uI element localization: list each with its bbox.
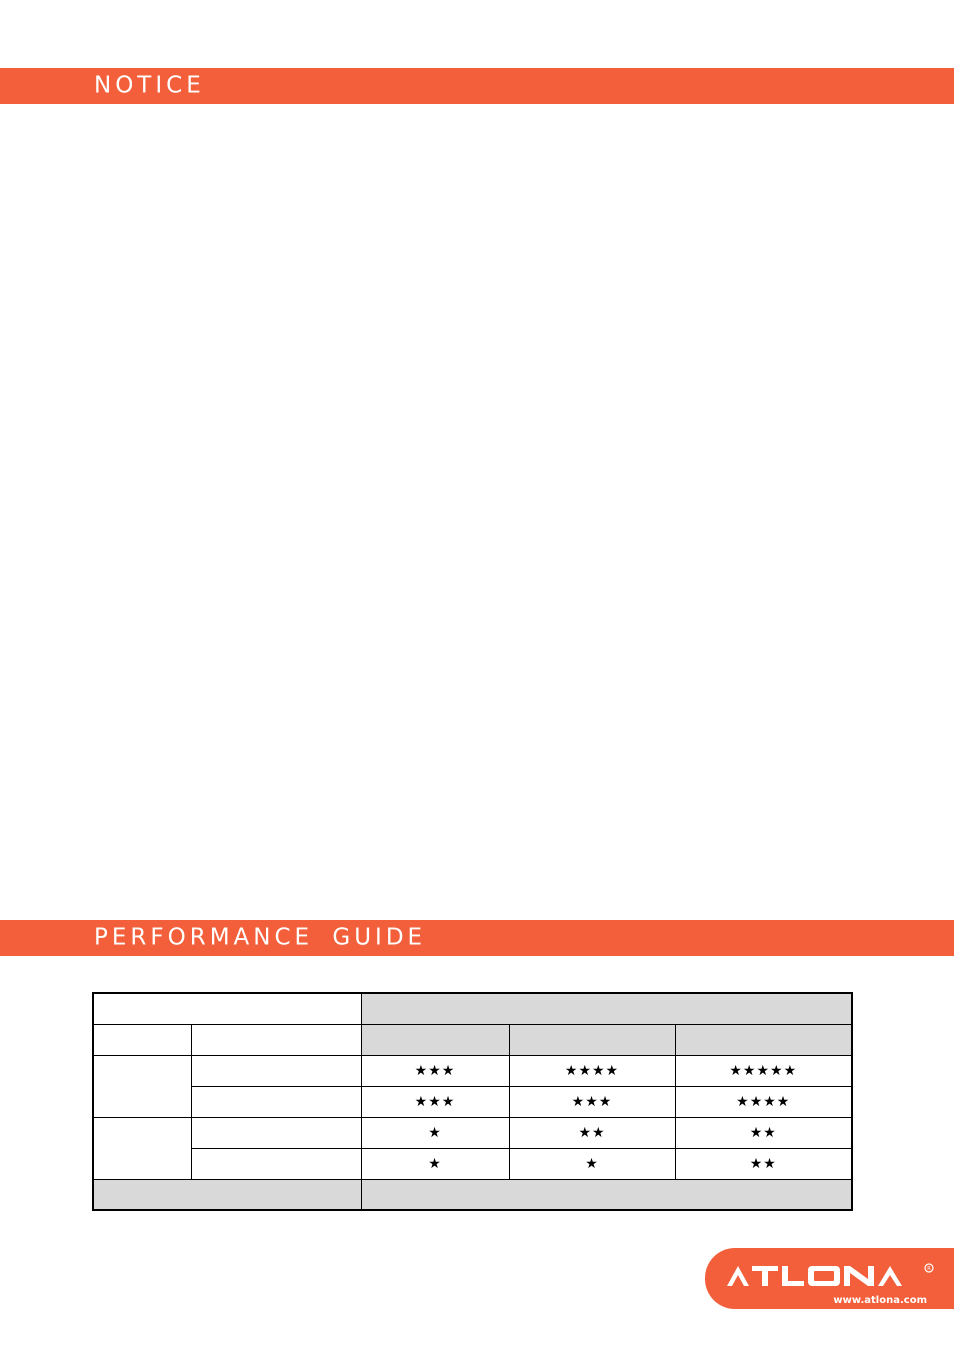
- star-rating: ★★★★: [509, 1055, 675, 1086]
- table-header-cell: [361, 993, 852, 1024]
- table-footer-row: [93, 1179, 852, 1210]
- star-rating: ★: [361, 1117, 509, 1148]
- table-subheader-cell: [361, 1024, 509, 1055]
- notice-title: NOTICE: [94, 72, 205, 99]
- table-group-cell: [93, 1055, 191, 1117]
- star-rating: ★★★: [361, 1055, 509, 1086]
- star-rating: ★★★: [361, 1086, 509, 1117]
- atlona-logo: [705, 1248, 954, 1309]
- table-label-cell: [191, 1117, 361, 1148]
- table-label-cell: [191, 1055, 361, 1086]
- table-subheader-cell: [509, 1024, 675, 1055]
- table-subheader-cell: [191, 1024, 361, 1055]
- atlona-website: www.atlona.com: [833, 1295, 927, 1306]
- star-rating: ★★★★★: [675, 1055, 852, 1086]
- performance-guide-banner: [0, 920, 954, 956]
- table-label-cell: [191, 1086, 361, 1117]
- table-row: [93, 1117, 852, 1148]
- performance-table: [92, 992, 853, 1211]
- star-rating: ★: [509, 1148, 675, 1179]
- star-rating: ★★: [509, 1117, 675, 1148]
- notice-banner: [0, 68, 954, 104]
- table-footer-cell: [361, 1179, 852, 1210]
- table-label-cell: [191, 1148, 361, 1179]
- table-row: [93, 1148, 852, 1179]
- star-rating: ★★★: [509, 1086, 675, 1117]
- table-header-row: [93, 993, 852, 1024]
- star-rating: ★★: [675, 1148, 852, 1179]
- star-rating: ★★: [675, 1117, 852, 1148]
- performance-guide-title: PERFORMANCE GUIDE: [94, 924, 427, 951]
- table-row: [93, 1055, 852, 1086]
- table-subheader-cell: [675, 1024, 852, 1055]
- svg-text:R: R: [927, 1266, 931, 1272]
- table-row: [93, 1086, 852, 1117]
- table-subheader-cell: [93, 1024, 191, 1055]
- table-subheader-row: [93, 1024, 852, 1055]
- star-rating: ★: [361, 1148, 509, 1179]
- star-rating: ★★★★: [675, 1086, 852, 1117]
- table-group-cell: [93, 1117, 191, 1179]
- table-header-cell: [93, 993, 361, 1024]
- atlona-logo-graphic: [705, 1248, 954, 1309]
- table-footer-cell: [93, 1179, 361, 1210]
